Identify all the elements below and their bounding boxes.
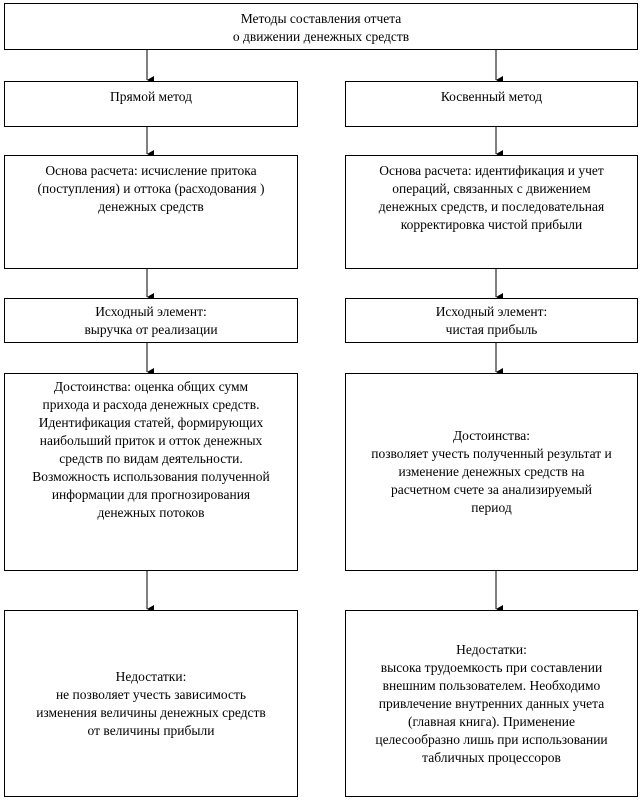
direct-disadvantages-line: Недостатки: [115,668,187,684]
direct-disadvantages-line: изменения величины денежных средств [36,704,266,720]
indirect-disadvantages-line: внешним пользователем. Необходимо [382,677,601,693]
direct-advantages-line: информации для прогнозирования [51,487,251,502]
indirect-advantages-box [345,373,638,571]
indirect-disadvantages-line: (главная книга). Применение [408,713,575,729]
direct-advantages-box [4,373,298,571]
direct-advantages-line: Возможность использования полученной [32,469,270,484]
direct-basis-box [4,155,298,269]
indirect-source-line: чистая прибыль [445,322,538,337]
indirect-method-box [345,81,638,127]
title-line: Методы составления отчета [240,11,402,26]
direct-basis-line: денежных средств [98,199,204,214]
indirect-disadvantages-line: Недостатки: [456,641,527,657]
direct-method-label: Прямой метод [109,89,193,104]
indirect-basis-line: Основа расчета: идентификация и учет [379,163,604,178]
indirect-source-box [345,298,638,343]
indirect-basis-box [345,155,638,269]
direct-disadvantages-line: от величины прибыли [87,722,215,738]
indirect-advantages-line: изменение денежных средств на [398,464,585,479]
direct-source-box [4,298,298,343]
direct-basis-line: Основа расчета: исчисление притока [45,163,257,178]
indirect-method-label: Косвенный метод [440,89,543,104]
indirect-advantages-line: Достоинства: [452,428,531,443]
direct-advantages-line: средств по видам деятельности. [59,451,243,466]
direct-disadvantages-box [4,610,298,797]
direct-advantages-line: денежных потоков [97,505,205,520]
direct-method-box [4,81,298,127]
direct-advantages-line: прихода и расхода денежных средств. [42,397,260,412]
indirect-disadvantages-line: привлечение внутренних данных учета [378,695,605,711]
methods-title-box [4,3,638,50]
indirect-basis-line: операций, связанных с движением [392,181,591,196]
direct-advantages-line: наибольший приток и отток денежных [39,433,263,448]
direct-disadvantages-line: не позволяет учесть зависимость [55,686,247,702]
direct-source-line: выручка от реализации [84,322,218,337]
title-line: о движении денежных средств [232,29,410,44]
indirect-source-line: Исходный элемент: [435,304,548,319]
indirect-disadvantages-line: табличных процессоров [422,749,561,765]
indirect-advantages-line: позволяет учесть полученный результат и [371,446,612,461]
direct-advantages-line: Идентификация статей, формирующих [38,415,264,430]
direct-source-line: Исходный элемент: [95,304,207,319]
indirect-basis-line: денежных средств, и последовательная [378,199,605,214]
indirect-advantages-line: расчетном счете за анализируемый [390,482,593,497]
indirect-basis-line: корректировка чистой прибыли [400,217,583,232]
indirect-disadvantages-box [345,610,638,797]
direct-basis-line: (поступления) и оттока (расходования ) [37,181,265,196]
indirect-advantages-line: период [471,500,512,515]
indirect-disadvantages-line: высока трудоемкость при составлении [380,659,603,675]
direct-advantages-line: Достоинства: оценка общих сумм [53,379,249,394]
indirect-disadvantages-line: целесообразно лишь при использовании [375,731,608,747]
